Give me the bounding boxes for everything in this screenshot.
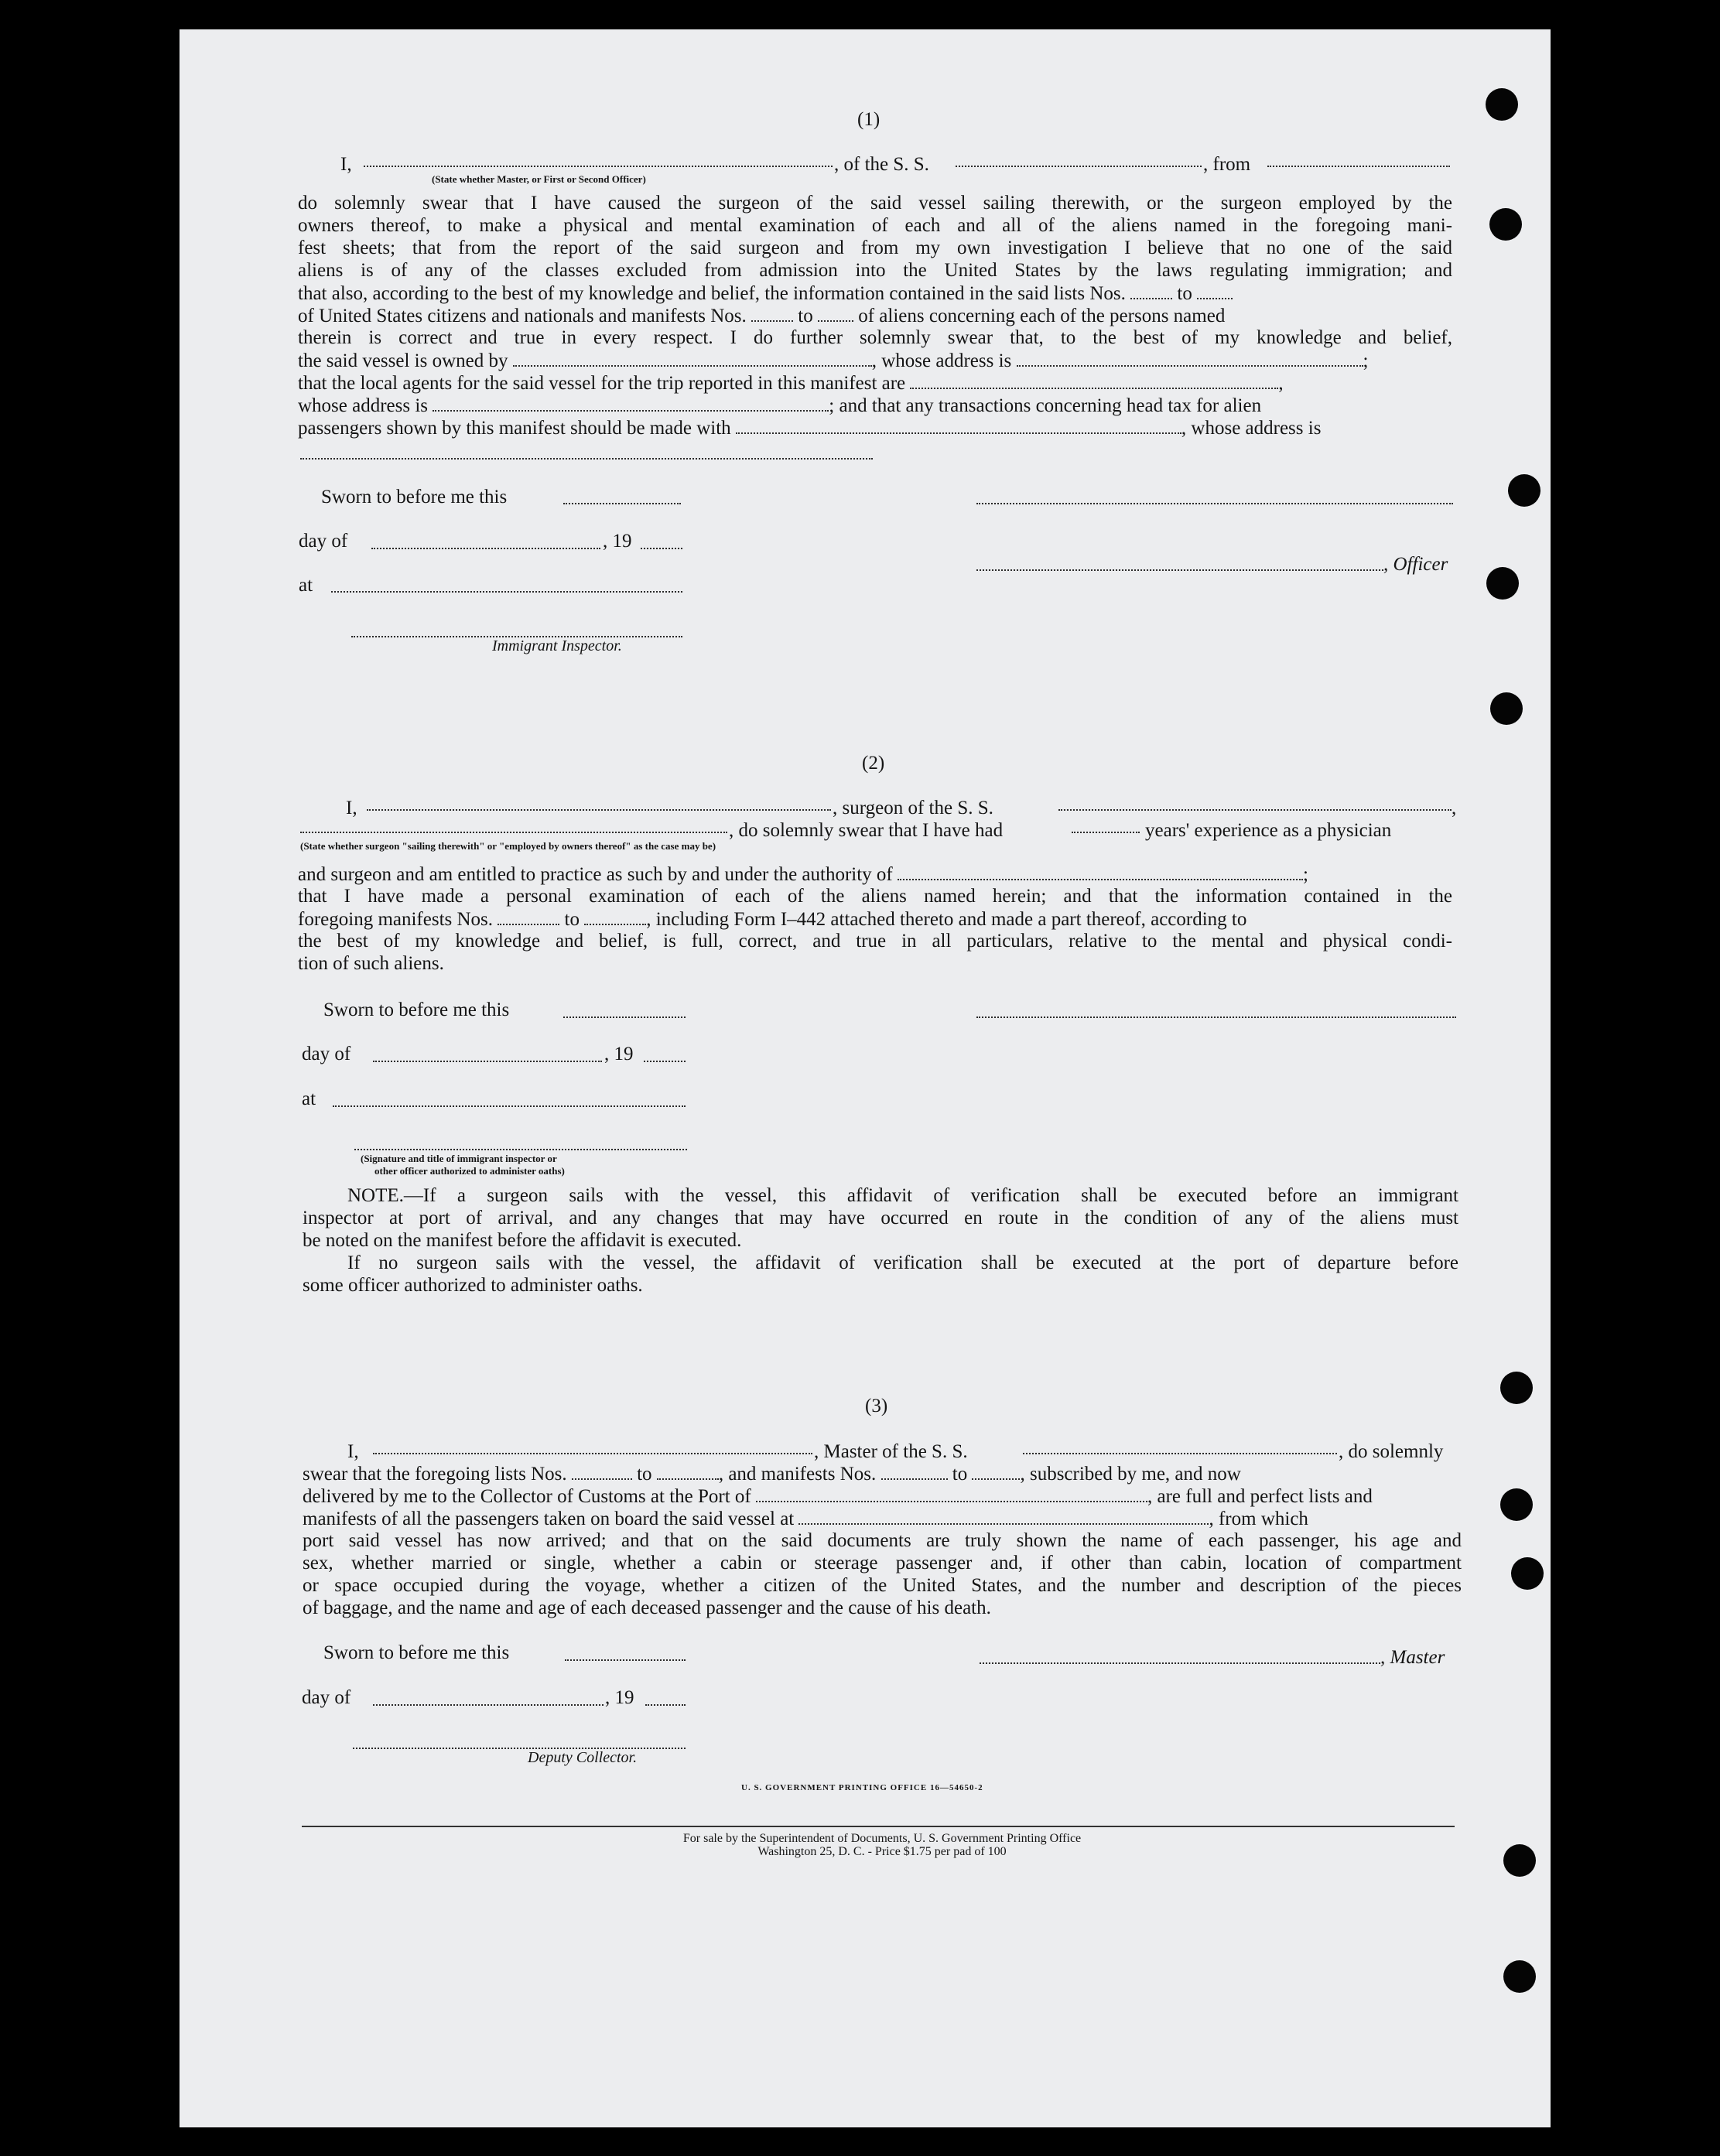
footer-divider	[302, 1826, 1455, 1827]
s3-master-signature-field[interactable]	[980, 1661, 1380, 1664]
s3-sworn-day-field[interactable]	[565, 1658, 686, 1661]
s1-agents-line	[298, 372, 1452, 395]
s2-line1-end: ,	[1452, 798, 1457, 818]
s2-experience-text: years' experience as a physician	[1145, 820, 1392, 841]
s1-agents-text: that the local agents for the said vessel for the trip reported in this manifest are	[298, 373, 906, 394]
s2-month-field[interactable]	[373, 1059, 602, 1062]
s2-swear-text: , do solemnly swear that I have had	[729, 820, 1004, 841]
surgeon-name-field[interactable]	[367, 794, 831, 811]
s1-owned-line	[298, 350, 1452, 372]
owner-address-field[interactable]	[1017, 350, 1363, 367]
s3-port-line	[303, 1485, 1457, 1508]
s2-at-label: at	[302, 1088, 316, 1109]
departure-port-field[interactable]	[1267, 150, 1450, 167]
s3-lists-to-field[interactable]	[657, 1463, 719, 1480]
s1-text-line: therein is correct and true in every respect. I do further solemnly swear that, to the best of my knowledge and belief,	[298, 327, 1452, 348]
label-of-ss: , of the S. S.	[834, 154, 929, 175]
punch-hole	[1486, 88, 1518, 121]
s2-at-field[interactable]	[333, 1104, 686, 1107]
s1-address-text: whose address is	[298, 395, 429, 416]
s1-officer-name-field[interactable]	[976, 568, 1383, 571]
s2-authority-end: ;	[1303, 864, 1308, 885]
s3-master-label: , Master of the S. S.	[814, 1441, 968, 1462]
s2-label-i: I,	[346, 798, 357, 818]
punch-hole	[1503, 1844, 1536, 1877]
officer-title-field[interactable]	[364, 150, 833, 167]
surgeon-status-field[interactable]	[300, 816, 727, 833]
s2-manifests-to-field[interactable]	[584, 908, 646, 925]
local-agents-field[interactable]	[910, 372, 1278, 389]
punch-hole	[1511, 1557, 1544, 1590]
s1-inspector-label: Immigrant Inspector.	[492, 637, 622, 654]
s1-sworn-day-field[interactable]	[563, 501, 681, 504]
s2-authority-text: and surgeon and am entitled to practice as such by and under the authority of	[298, 864, 893, 885]
s3-collector-label: Deputy Collector.	[528, 1749, 638, 1766]
s1-owned-end: ;	[1363, 350, 1369, 371]
s2-sig-caption-1: (Signature and title of immigrant inspector or	[361, 1153, 557, 1164]
s2-manifests-to: to	[564, 909, 580, 930]
s2-year-label: , 19	[604, 1044, 634, 1064]
s1-lists-line	[298, 282, 1452, 305]
s2-surgeon-signature-field[interactable]	[976, 1015, 1456, 1018]
footer-line-1: For sale by the Superintendent of Documents, U. S. Government Printing Office	[682, 1832, 1082, 1845]
s3-text-line: or space occupied during the voyage, whether a citizen of the United States, and the number and description of the pieces	[303, 1575, 1462, 1596]
s3-master-label-sig: , Master	[1380, 1647, 1445, 1668]
s3-lists-text: swear that the foregoing lists Nos.	[303, 1464, 567, 1485]
punch-hole	[1500, 1372, 1533, 1404]
port-field[interactable]	[756, 1485, 1147, 1502]
punch-hole	[1508, 474, 1540, 507]
s1-officer-signature-field[interactable]	[976, 501, 1453, 504]
s1-owned-address: , whose address is	[871, 350, 1012, 371]
s1-year-label: , 19	[603, 531, 632, 552]
s2-vessel-field[interactable]	[1058, 794, 1452, 811]
head-tax-address-field[interactable]	[300, 456, 873, 460]
s2-manifests-line	[298, 908, 1452, 931]
s1-text-line: fest sheets; that from the report of the said surgeon and from my own investigation I believe that no one of the said	[298, 237, 1452, 258]
s1-passengers-end: , whose address is	[1181, 418, 1322, 439]
punch-hole	[1486, 567, 1519, 600]
s1-lists-text: that also, according to the best of my knowledge and belief, the information contained in the said lists Nos.	[298, 283, 1126, 304]
s1-manifests-text-end: of aliens concerning each of the persons named	[858, 306, 1226, 326]
s1-text-line: owners thereof, to make a physical and mental examination of each and all of the aliens named in the foregoing mani-	[298, 215, 1452, 236]
s3-year-field[interactable]	[645, 1703, 686, 1706]
footer-line-2: Washington 25, D. C. - Price $1.75 per pad of 100	[757, 1845, 1007, 1858]
punch-hole	[1500, 1488, 1533, 1521]
officer-caption: (State whether Master, or First or Second Officer)	[432, 173, 646, 185]
note-line: inspector at port of arrival, and any changes that may have occurred en route in the condition of any of the aliens must	[303, 1208, 1458, 1228]
s3-text-line: port said vessel has now arrived; and that on the said documents are truly shown the name of each passenger, his age and	[303, 1530, 1462, 1551]
s2-text-line: tion of such aliens.	[298, 953, 444, 974]
s1-passengers-text: passengers shown by this manifest should be made with	[298, 418, 731, 439]
s1-sworn-label: Sworn to before me this	[321, 487, 508, 507]
s3-manifests-to-field[interactable]	[972, 1463, 1020, 1480]
s2-sworn-day-field[interactable]	[563, 1015, 686, 1018]
head-tax-party-field[interactable]	[736, 417, 1181, 434]
s1-day-of-label: day of	[299, 531, 348, 552]
s1-address-line	[298, 395, 1452, 417]
s3-lists-text-end: , subscribed by me, and now	[1020, 1464, 1241, 1485]
s3-lists-line	[303, 1463, 1457, 1485]
agents-address-field[interactable]	[433, 395, 829, 412]
s1-manifests-to: to	[798, 306, 813, 326]
s1-manifests-line	[298, 305, 1452, 327]
section-1-heading: (1)	[857, 109, 881, 130]
s3-port-text: delivered by me to the Collector of Customs at the Port of	[303, 1486, 751, 1507]
s3-boarded-end: , from which	[1209, 1509, 1308, 1529]
section-2-heading: (2)	[862, 753, 885, 774]
s3-manifests-text: , and manifests Nos.	[718, 1464, 877, 1485]
s3-manifests-to: to	[952, 1464, 968, 1485]
s3-boarded-text: manifests of all the passengers taken on board the said vessel at	[303, 1509, 795, 1529]
s2-sig-caption-2: other officer authorized to administer oaths)	[374, 1165, 565, 1177]
s1-owned-text: the said vessel is owned by	[298, 350, 508, 371]
section-3-heading: (3)	[865, 1396, 888, 1416]
s2-year-field[interactable]	[644, 1059, 686, 1062]
note-line: NOTE.—If a surgeon sails with the vessel, this affidavit of verification shall be executed before an immigrant	[347, 1185, 1458, 1206]
s2-text-line: that I have made a personal examination of each of the aliens named herein; and that the information contained in the	[298, 886, 1452, 907]
label-i: I,	[340, 154, 352, 175]
label-from: , from	[1203, 154, 1251, 175]
s1-year-field[interactable]	[641, 546, 682, 549]
s1-at-field[interactable]	[331, 589, 682, 593]
s1-address-end: ; and that any transactions concerning head tax for alien	[829, 395, 1262, 416]
print-office-code: U. S. GOVERNMENT PRINTING OFFICE 16—54650-2	[741, 1783, 983, 1792]
s1-month-field[interactable]	[371, 546, 600, 549]
vessel-owner-field[interactable]	[513, 350, 872, 367]
s1-text-line: do solemnly swear that I have caused the surgeon of the said vessel sailing therewith, or the surgeon employed by the	[298, 193, 1452, 214]
s1-agents-end: ,	[1278, 373, 1284, 394]
s1-at-label: at	[299, 575, 313, 596]
s2-status-caption: (State whether surgeon "sailing therewith" or "employed by owners thereof" as the case may be)	[300, 840, 716, 852]
s3-sworn-label: Sworn to before me this	[323, 1642, 510, 1663]
s2-manifests-from-field[interactable]	[498, 908, 559, 925]
manifests-from-field[interactable]	[751, 305, 793, 322]
s3-label-i: I,	[347, 1441, 359, 1462]
note-line: be noted on the manifest before the affidavit is executed.	[303, 1230, 742, 1251]
manifests-to-field[interactable]	[818, 305, 853, 322]
s3-year-label: , 19	[605, 1687, 634, 1708]
authority-field[interactable]	[898, 863, 1303, 880]
s2-sworn-label: Sworn to before me this	[323, 999, 510, 1020]
note-line: If no surgeon sails with the vessel, the affidavit of verification shall be executed at the port of departure before	[347, 1252, 1458, 1273]
years-experience-field[interactable]	[1072, 816, 1140, 833]
s2-text-line: the best of my knowledge and belief, is full, correct, and true in all particulars, relative to the mental and physical condi-	[298, 931, 1452, 952]
s1-passengers-line	[298, 417, 1452, 439]
s3-lists-from-field[interactable]	[572, 1463, 632, 1480]
s3-manifests-from-field[interactable]	[881, 1463, 948, 1480]
s3-day-of-label: day of	[302, 1687, 351, 1708]
lists-from-field[interactable]	[1130, 282, 1172, 299]
s3-vessel-field[interactable]	[1023, 1437, 1337, 1454]
punch-hole	[1503, 1960, 1536, 1993]
s3-text-line: of baggage, and the name and age of each deceased passenger and the cause of his death.	[303, 1597, 991, 1618]
s1-lists-to: to	[1177, 283, 1192, 304]
punch-hole	[1489, 208, 1522, 241]
s2-surgeon-label: , surgeon of the S. S.	[833, 798, 993, 818]
s2-day-of-label: day of	[302, 1044, 351, 1064]
s2-manifests-text: foregoing manifests Nos.	[298, 909, 494, 930]
s3-boarded-line	[303, 1508, 1457, 1530]
s2-inspector-signature-field[interactable]	[354, 1147, 687, 1150]
s1-manifests-text: of United States citizens and nationals and manifests Nos.	[298, 306, 747, 326]
lists-to-field[interactable]	[1197, 282, 1233, 299]
note-line: some officer authorized to administer oaths.	[303, 1275, 643, 1296]
vessel-name-field[interactable]	[956, 150, 1202, 167]
s1-text-line: aliens is of any of the classes excluded from admission into the United States by the laws regulating immigration; and	[298, 260, 1452, 281]
s3-port-end: , are full and perfect lists and	[1147, 1486, 1373, 1507]
s1-officer-label: , Officer	[1383, 554, 1448, 575]
punch-hole	[1490, 692, 1523, 725]
s3-line1-end: , do solemnly	[1339, 1441, 1444, 1462]
master-name-field[interactable]	[373, 1437, 812, 1454]
s3-lists-to: to	[637, 1464, 652, 1485]
boarding-port-field[interactable]	[798, 1508, 1209, 1525]
s3-month-field[interactable]	[373, 1703, 604, 1706]
s2-manifests-text-end: , including Form I–442 attached thereto and made a part thereof, according to	[646, 909, 1247, 930]
s3-text-line: sex, whether married or single, whether a cabin or steerage passenger and, if other than cabin, location of compartment	[303, 1553, 1462, 1573]
s2-authority-line	[298, 863, 1452, 886]
